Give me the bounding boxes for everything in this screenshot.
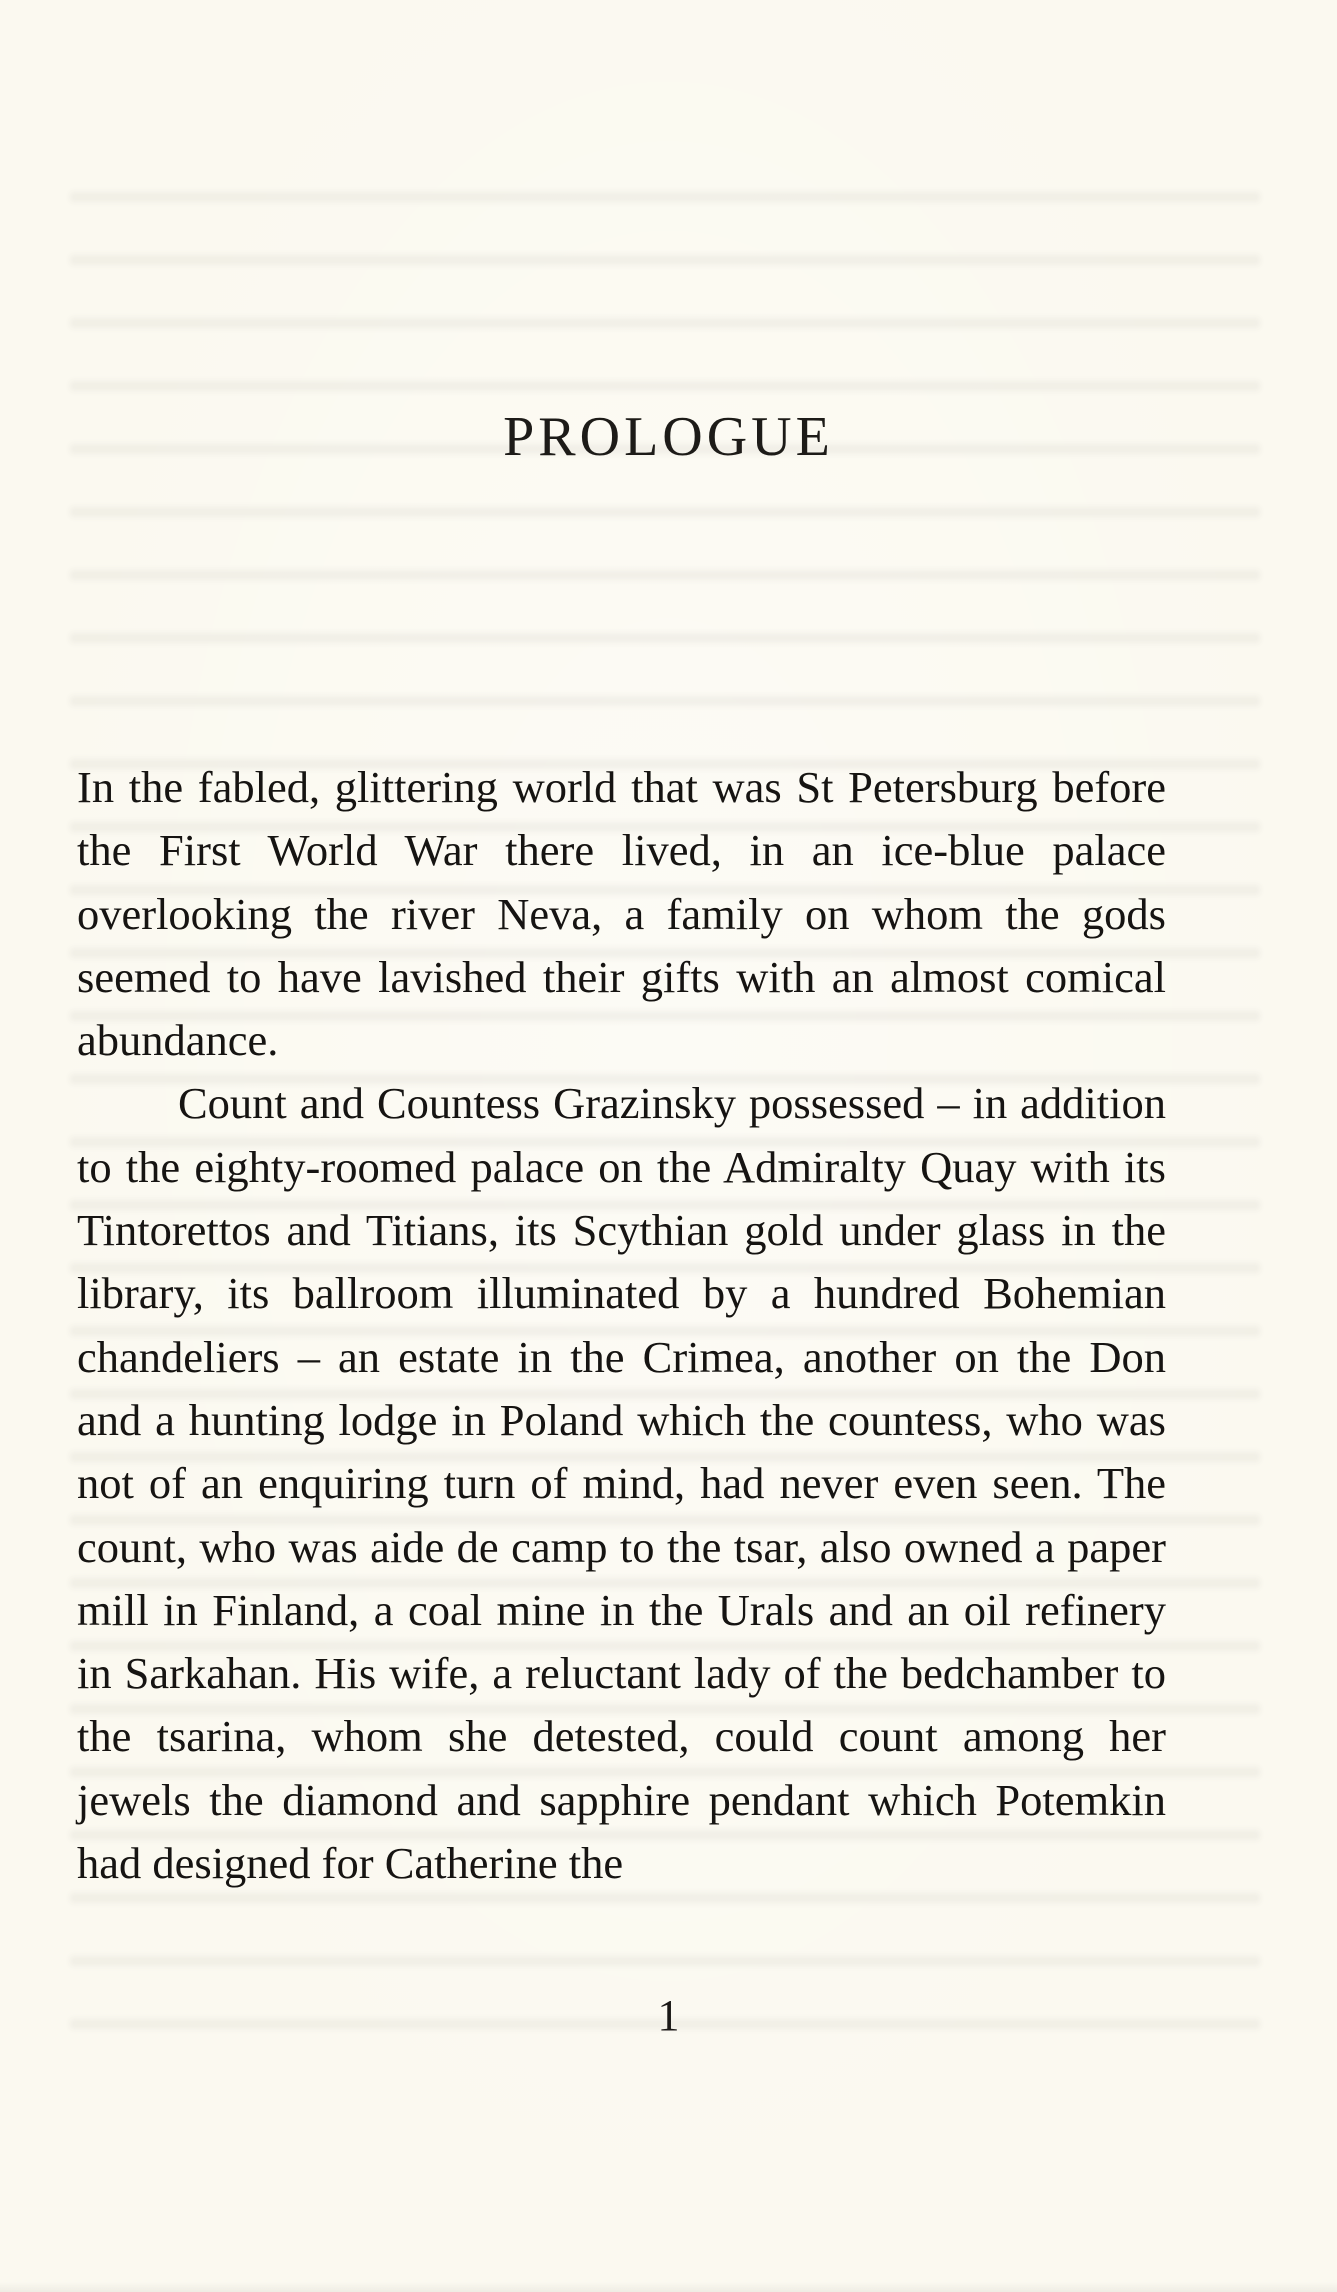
page-number: 1 — [657, 1991, 680, 2040]
paragraph-1: In the fabled, glittering world that was St Petersburg before the First World War there lived, in an ice-blue palace overlooking the river Neva, a family on whom the gods seemed to have lavished their gifts with an almost comical abundance. — [77, 762, 1166, 1066]
paragraph-2: Count and Countess Grazinsky possessed – in addition to the eighty-roomed palace on the Admiralty Quay with its Tintorettos and Titians, its Scythian gold under glass in the library, its ballroom illuminated by a hundred Bohemian chandeliers – an estate in the Crimea, another on the Don and a hunting lodge in Poland which the countess, who was not of an enquiring turn of mind, had never even seen. The count, who was aide de camp to the tsar, also owned a paper mill in Finland, a coal mine in the Urals and an oil refinery in Sarkahan. His wife, a reluctant lady of the bedchamber to the tsarina, whom she detested, could count among her jewels the diamond and sapphire pendant which Potemkin had designed for Catherine the — [77, 1078, 1166, 1889]
chapter-title: PROLOGUE — [503, 406, 834, 468]
chapter-body — [77, 756, 1166, 1895]
page-edge-shadow — [0, 2282, 1337, 2292]
